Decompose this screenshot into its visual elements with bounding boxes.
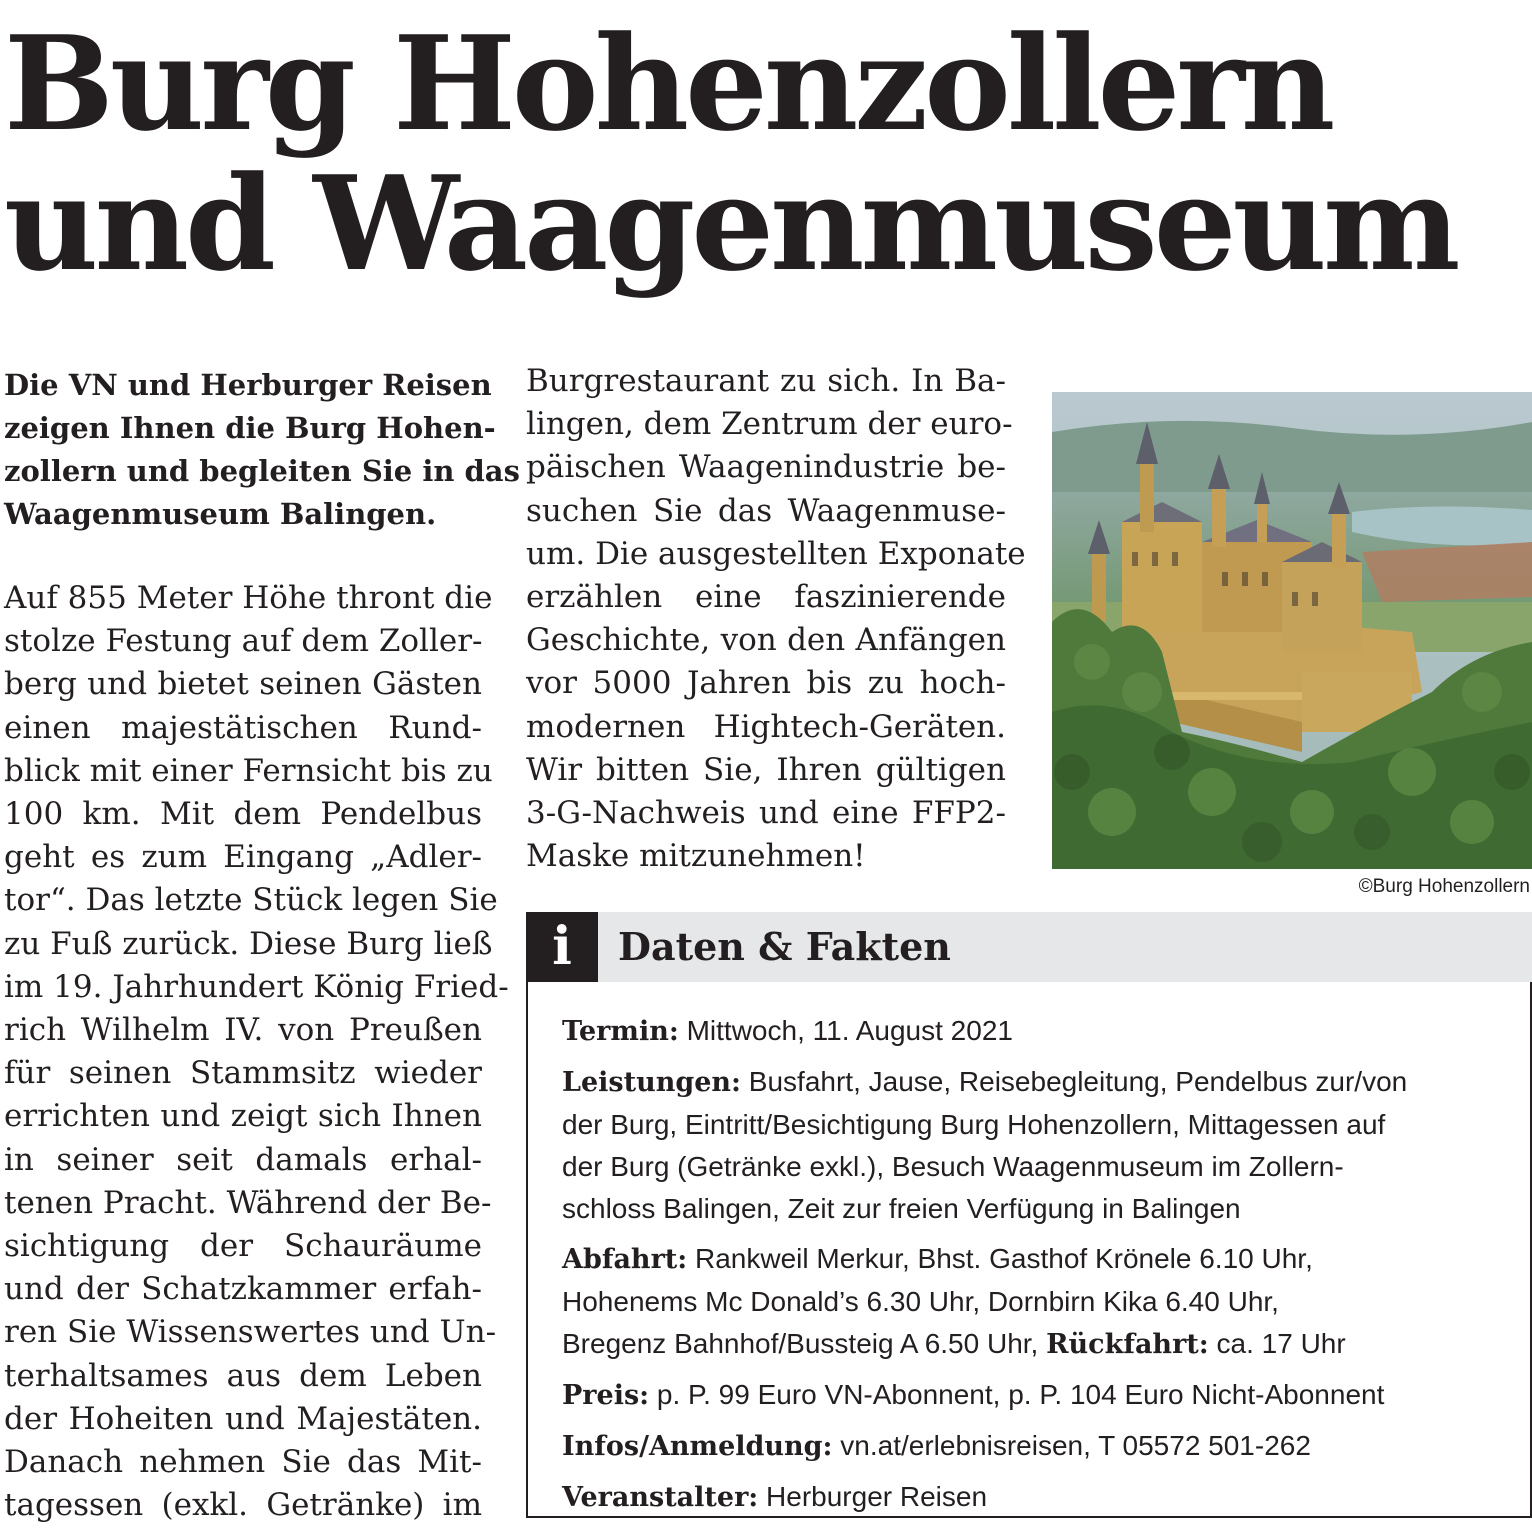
fact-label: Abfahrt: [562,1244,688,1275]
fact-value: Bregenz Bahnhof/Bussteig A 6.50 Uhr, [562,1328,1039,1359]
lead-paragraph [4,364,520,536]
body-line: stolze Festung auf dem Zoller- [4,623,483,660]
body-line: geht es zum Eingang „Adler- [4,839,482,876]
lead-line: Waagenmuseum Balingen. [4,497,437,531]
fact-value: vn.at/erlebnisreisen, T 05572 501-262 [840,1430,1311,1461]
fact-value: Rankweil Merkur, Bhst. Gasthof Krönele 6.10 Uhr, [695,1243,1313,1274]
body-line: rich Wilhelm IV. von Preußen [4,1012,482,1049]
lead-line: Die VN und Herburger Reisen [4,368,492,402]
body-line: Auf 855 Meter Höhe thront die [4,580,493,616]
fact-termin [562,1010,1522,1053]
fact-value: der Burg, Eintritt/Besichtigung Burg Hohenzollern, Mittagessen auf [562,1109,1386,1140]
fact-value: der Burg (Getränke exkl.), Besuch Waagenmuseum im Zollern- [562,1151,1344,1182]
facts-header [526,912,1532,982]
fact-abfahrt [562,1238,1522,1366]
body-column-1 [4,577,509,1527]
headline-line-2: und Waagenmuseum [4,147,1457,300]
body-line: Danach nehmen Sie das Mit- [4,1444,482,1481]
body-line: Wir bitten Sie, Ihren gültigen [526,751,1006,788]
fact-label: Preis: [562,1380,650,1411]
facts-box [526,912,1532,1520]
body-column-2 [526,360,1026,878]
info-icon: i [526,912,598,982]
body-line: im 19. Jahrhundert König Fried- [4,968,509,1005]
body-line: 3-G-Nachweis und eine FFP2- [526,795,1006,832]
body-line: terhaltsames aus dem Leben [4,1357,482,1394]
body-line: in seiner seit damals erhal- [4,1141,482,1178]
body-line: lingen, dem Zentrum der euro- [526,406,1013,443]
body-line: päischen Waagenindustrie be- [526,449,1006,486]
body-line: sichtigung der Schauräume [4,1228,482,1265]
body-line: modernen Hightech-Geräten. [526,708,1006,745]
fact-value: Herburger Reisen [766,1481,988,1512]
fact-value: p. P. 99 Euro VN-Abonnent, p. P. 104 Euro Nicht-Abonnent [656,1379,1385,1410]
fact-value: schloss Balingen, Zeit zur freien Verfügung in Balingen [562,1193,1241,1224]
body-line: suchen Sie das Waagenmuse- [526,492,1006,529]
body-line: 100 km. Mit dem Pendelbus [4,796,482,833]
body-line: errichten und zeigt sich Ihnen [4,1098,482,1135]
facts-body [526,982,1532,1518]
body-line: für seinen Stammsitz wieder [4,1055,482,1092]
fact-label: Leistungen: [562,1067,742,1098]
fact-leistungen [562,1061,1522,1230]
body-line: tenen Pracht. Während der Be- [4,1184,492,1221]
headline-line-1: Burg Hohenzollern [4,7,1332,160]
fact-value: Mittwoch, 11. August 2021 [686,1015,1013,1046]
body-line: und der Schatzkammer erfah- [4,1271,482,1308]
body-line: Burgrestaurant zu sich. In Ba- [526,363,1006,399]
fact-label: Termin: [562,1016,679,1047]
fact-label: Rückfahrt: [1046,1329,1209,1360]
body-line: berg und bietet seinen Gästen [4,666,482,703]
body-line: tagessen (exkl. Getränke) im [4,1487,482,1524]
body-line: der Hoheiten und Majestäten. [4,1400,482,1437]
body-line: einen majestätischen Rund- [4,709,482,746]
fact-preis [562,1374,1522,1417]
body-line: tor“. Das letzte Stück legen Sie [4,882,498,919]
fact-value: ca. 17 Uhr [1216,1328,1346,1359]
fact-value: Busfahrt, Jause, Reisebegleitung, Pendelbus zur/von [748,1066,1408,1097]
facts-title: Daten & Fakten [618,924,951,969]
lead-line: zollern und begleiten Sie in das [4,454,520,488]
body-line: Maske mitzunehmen! [526,838,866,875]
photo-credit: ©Burg Hohenzollern [1358,876,1530,897]
castle-photo [1052,392,1532,869]
body-line: blick mit einer Fernsicht bis zu [4,752,493,789]
body-line: vor 5000 Jahren bis zu hoch- [526,665,1006,702]
headline [4,7,1457,300]
fact-label: Infos/Anmeldung: [562,1431,833,1462]
lead-line: zeigen Ihnen die Burg Hohen- [4,411,496,445]
castle-illustration [1052,392,1532,869]
body-line: ren Sie Wissenswertes und Un- [4,1314,497,1351]
body-line: zu Fuß zurück. Diese Burg ließ [4,925,493,962]
fact-infos [562,1425,1522,1468]
fact-veranstalter [562,1476,1522,1519]
fact-label: Veranstalter: [562,1482,759,1513]
fact-value: Hohenems Mc Donald’s 6.30 Uhr, Dornbirn Kika 6.40 Uhr, [562,1286,1279,1317]
body-line: erzählen eine faszinierende [526,579,1006,616]
body-line: um. Die ausgestellten Exponate [526,535,1026,572]
body-line: Geschichte, von den Anfängen [526,622,1006,659]
facts-list [562,1010,1522,1527]
